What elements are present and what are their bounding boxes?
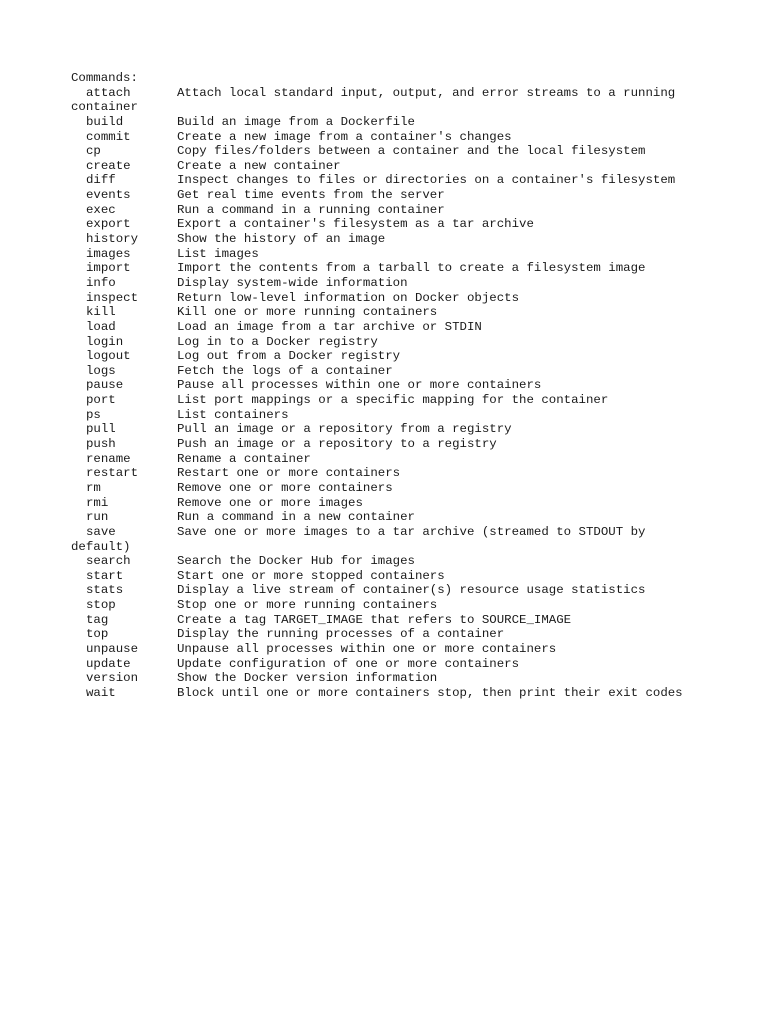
- command-row: [71, 510, 751, 525]
- command-name: top: [86, 627, 109, 642]
- command-name: inspect: [86, 290, 139, 305]
- command-row: [71, 261, 751, 276]
- command-row: [71, 232, 751, 247]
- command-description: Run a command in a new container: [177, 510, 415, 525]
- command-description: Remove one or more containers: [177, 480, 393, 495]
- command-row: [71, 86, 751, 101]
- command-row: [71, 569, 751, 584]
- command-description: Return low-level information on Docker objects: [177, 290, 520, 305]
- command-row: [71, 364, 751, 379]
- command-description: Rename a container: [177, 451, 311, 466]
- command-description: Fetch the logs of a container: [177, 363, 393, 378]
- command-row: [71, 115, 751, 130]
- command-name: export: [86, 217, 131, 232]
- command-description: Display system-wide information: [177, 275, 408, 290]
- command-name: commit: [86, 129, 131, 144]
- command-description: List images: [177, 246, 259, 261]
- command-name: search: [86, 554, 131, 569]
- command-description: Load an image from a tar archive or STDIN: [177, 319, 482, 334]
- command-description: Show the Docker version information: [177, 671, 438, 686]
- command-row: [71, 422, 751, 437]
- command-name: run: [86, 510, 109, 525]
- command-name: save: [86, 524, 116, 539]
- command-description: Get real time events from the server: [177, 188, 445, 203]
- command-name: tag: [86, 612, 109, 627]
- command-name: login: [86, 334, 124, 349]
- command-name: unpause: [86, 641, 139, 656]
- command-description: Start one or more stopped containers: [177, 568, 445, 583]
- command-description-wrap: container: [71, 100, 138, 115]
- command-description: Log in to a Docker registry: [177, 334, 378, 349]
- command-name: stop: [86, 598, 116, 613]
- command-row: [71, 378, 751, 393]
- command-description: Unpause all processes within one or more containers: [177, 641, 557, 656]
- command-description: Push an image or a repository to a registry: [177, 437, 497, 452]
- command-description: Create a tag TARGET_IMAGE that refers to SOURCE_IMAGE: [177, 612, 572, 627]
- command-name: diff: [86, 173, 116, 188]
- command-row: [71, 496, 751, 511]
- command-description: Copy files/folders between a container and the local filesystem: [177, 144, 646, 159]
- command-row: [71, 320, 751, 335]
- command-description: Remove one or more images: [177, 495, 363, 510]
- command-name: start: [86, 568, 124, 583]
- command-description: Pull an image or a repository from a registry: [177, 422, 512, 437]
- command-description: Run a command in a running container: [177, 202, 445, 217]
- command-row: [71, 642, 751, 657]
- command-name: exec: [86, 202, 116, 217]
- command-name: history: [86, 232, 139, 247]
- command-row: [71, 657, 751, 672]
- command-name: restart: [86, 466, 139, 481]
- command-row: [71, 247, 751, 262]
- command-name: import: [86, 261, 131, 276]
- command-description: Export a container's filesystem as a tar archive: [177, 217, 534, 232]
- command-row: [71, 627, 751, 642]
- command-description: Update configuration of one or more containers: [177, 656, 520, 671]
- command-row: [71, 671, 751, 686]
- command-description: Block until one or more containers stop, then print their exit codes: [177, 685, 683, 700]
- command-name: build: [86, 114, 124, 129]
- command-row: [71, 159, 751, 174]
- command-name: kill: [86, 305, 116, 320]
- command-row: [71, 217, 751, 232]
- command-row: [71, 613, 751, 628]
- command-name: info: [86, 275, 116, 290]
- command-name: port: [86, 393, 116, 408]
- command-description: List port mappings or a specific mapping for the container: [177, 393, 609, 408]
- command-description: Save one or more images to a tar archive (streamed to STDOUT by: [177, 524, 646, 539]
- command-description: Stop one or more running containers: [177, 598, 438, 613]
- command-name: logs: [86, 363, 116, 378]
- command-description: Pause all processes within one or more containers: [177, 378, 542, 393]
- command-row: [71, 349, 751, 364]
- command-row: [71, 130, 751, 145]
- command-name: version: [86, 671, 139, 686]
- command-row: [71, 554, 751, 569]
- command-description: Attach local standard input, output, and error streams to a running: [177, 85, 676, 100]
- command-row: [71, 291, 751, 306]
- command-name: rm: [86, 480, 101, 495]
- command-name: attach: [86, 85, 131, 100]
- command-row: [71, 173, 751, 188]
- command-name: load: [86, 319, 116, 334]
- command-description: Import the contents from a tarball to create a filesystem image: [177, 261, 646, 276]
- command-row: [71, 583, 751, 598]
- command-row: [71, 598, 751, 613]
- command-description: Create a new image from a container's changes: [177, 129, 512, 144]
- command-name: images: [86, 246, 131, 261]
- command-name: stats: [86, 583, 124, 598]
- commands-list: [71, 71, 751, 701]
- command-name: rmi: [86, 495, 109, 510]
- command-name: logout: [86, 349, 131, 364]
- command-row: [71, 452, 751, 467]
- command-row: [71, 305, 751, 320]
- command-rows: [71, 86, 751, 701]
- command-row: [71, 188, 751, 203]
- command-name: pull: [86, 422, 116, 437]
- command-name: pause: [86, 378, 124, 393]
- command-name: ps: [86, 407, 101, 422]
- command-name: events: [86, 188, 131, 203]
- command-name: cp: [86, 144, 101, 159]
- command-description: Search the Docker Hub for images: [177, 554, 415, 569]
- command-description: Inspect changes to files or directories on a container's filesystem: [177, 173, 676, 188]
- command-row: [71, 408, 751, 423]
- command-description: Restart one or more containers: [177, 466, 401, 481]
- command-row: [71, 686, 751, 701]
- command-description-wrap: default): [71, 539, 131, 554]
- command-row: [71, 466, 751, 481]
- command-description: Display the running processes of a container: [177, 627, 505, 642]
- command-description: Log out from a Docker registry: [177, 349, 401, 364]
- command-row: [71, 335, 751, 350]
- command-name: rename: [86, 451, 131, 466]
- command-name: push: [86, 437, 116, 452]
- command-description: List containers: [177, 407, 289, 422]
- command-description: Show the history of an image: [177, 232, 386, 247]
- command-description: Display a live stream of container(s) resource usage statistics: [177, 583, 646, 598]
- command-row: [71, 525, 751, 540]
- command-description: Kill one or more running containers: [177, 305, 438, 320]
- command-row: [71, 203, 751, 218]
- command-row: [71, 393, 751, 408]
- command-name: create: [86, 158, 131, 173]
- command-name: update: [86, 656, 131, 671]
- command-row: [71, 276, 751, 291]
- command-name: wait: [86, 685, 116, 700]
- command-row: [71, 481, 751, 496]
- command-row: [71, 437, 751, 452]
- command-description: Create a new container: [177, 158, 341, 173]
- command-description: Build an image from a Dockerfile: [177, 114, 415, 129]
- command-row: [71, 144, 751, 159]
- commands-heading: Commands:: [71, 71, 138, 85]
